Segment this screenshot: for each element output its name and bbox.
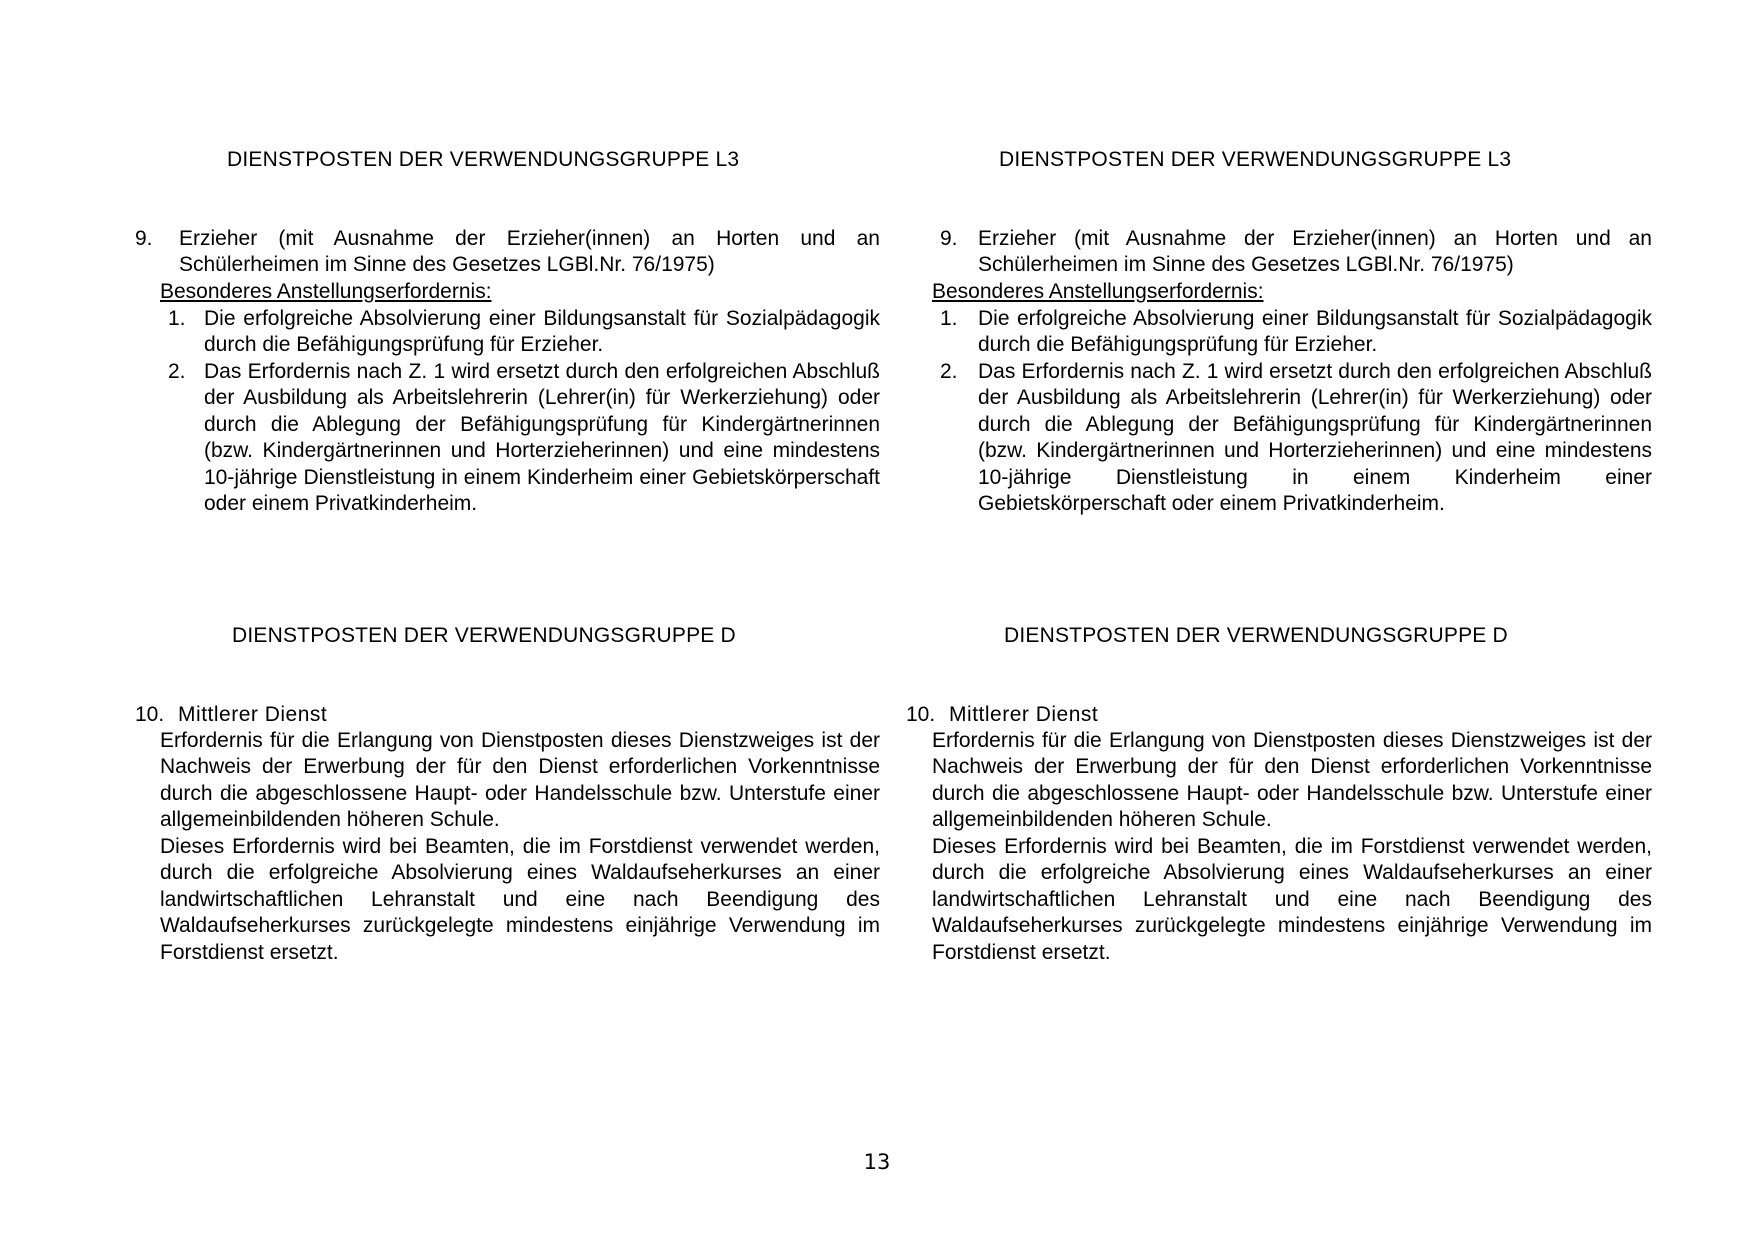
item-9 [940,226,1652,279]
item-9 [135,226,880,279]
item-title: Mittlerer Dienst [178,703,328,726]
item-10-paragraph-2: Dieses Erfordernis wird bei Beamten, die im Forstdienst verwendet werden, durch die erfolgreiche Absolvierung eines Waldaufseherkurses an einer landwirtschaftlichen Lehranstalt und eine nach Beendigung des Waldaufseherkurses zurückgelegte mindestens einjährige Verwendung im Forstdienst ersetzt. [932,835,1652,964]
sub-item-1 [168,306,880,359]
item-10-paragraph-1: Erfordernis für die Erlangung von Dienstposten dieses Dienstzweiges ist der Nachweis der Erwerbung der für den Dienst erforderlichen Vorkenntnisse durch die abgeschlossene Haupt- oder Handelsschule bzw. Unterstufe einer allgemeinbildenden höheren Schule. [932,729,1652,832]
sub-item-number: 2. [168,360,186,383]
sub-item-2 [940,359,1652,517]
item-number: 10. [906,703,936,726]
section-heading-d: DIENSTPOSTEN DER VERWENDUNGSGRUPPE D [232,624,736,647]
item-title: Mittlerer Dienst [949,703,1099,726]
sub-item-number: 2. [940,360,958,383]
section-heading-d: DIENSTPOSTEN DER VERWENDUNGSGRUPPE D [1004,624,1508,647]
sub-item-number: 1. [940,307,958,330]
item-title: Erzieher (mit Ausnahme der Erzieher(innen) an Horten und an Schülerheimen im Sinne des Gesetzes LGBl.Nr. 76/1975) [978,227,1652,277]
sub-item-2 [168,359,880,517]
requirement-label: Besonderes Anstellungserfordernis: [160,280,492,303]
sub-item-number: 1. [168,307,186,330]
item-number: 9. [135,227,153,250]
page-number: 13 [863,1150,891,1174]
item-10-paragraph-1: Erfordernis für die Erlangung von Dienstposten dieses Dienstzweiges ist der Nachweis der Erwerbung der für den Dienst erforderlichen Vorkenntnisse durch die abgeschlossene Haupt- oder Handelsschule bzw. Unterstufe einer allgemeinbildenden höheren Schule. [160,729,880,832]
section-heading-l3: DIENSTPOSTEN DER VERWENDUNGSGRUPPE L3 [227,148,740,171]
sub-item-text: Das Erfordernis nach Z. 1 wird ersetzt durch den erfolgreichen Abschluß der Ausbildung als Arbeitslehrerin (Lehrer(in) für Werkerziehung) oder durch die Ablegung der Befähigungsprüfung für Kindergärtnerinnen (bzw. Kindergärtnerinnen und Horterzieherinnen) und eine mindestens 10-jährige Dienstleistung in einem Kinderheim einer Gebietskörperschaft oder einem Privatkinderheim. [978,360,1652,516]
requirement-label: Besonderes Anstellungserfordernis: [932,280,1264,303]
item-10 [906,702,1652,728]
item-number: 9. [940,227,958,250]
sub-item-text: Die erfolgreiche Absolvierung einer Bildungsanstalt für Sozialpädagogik durch die Befähigungsprüfung für Erzieher. [978,307,1652,357]
sub-item-1 [940,306,1652,359]
item-10 [135,702,880,728]
section-heading-l3: DIENSTPOSTEN DER VERWENDUNGSGRUPPE L3 [999,148,1512,171]
sub-item-text: Die erfolgreiche Absolvierung einer Bildungsanstalt für Sozialpädagogik durch die Befähigungsprüfung für Erzieher. [204,307,880,357]
sub-item-text: Das Erfordernis nach Z. 1 wird ersetzt durch den erfolgreichen Abschluß der Ausbildung als Arbeitslehrerin (Lehrer(in) für Werkerziehung) oder durch die Ablegung der Befähigungsprüfung für Kindergärtnerinnen (bzw. Kindergärtnerinnen und Horterzieherinnen) und eine mindestens 10-jährige Dienstleistung in einem Kinderheim einer Gebietskörperschaft oder einem Privatkinderheim. [204,360,880,516]
item-number: 10. [135,703,165,726]
item-10-paragraph-2: Dieses Erfordernis wird bei Beamten, die im Forstdienst verwendet werden, durch die erfolgreiche Absolvierung eines Waldaufseherkurses an einer landwirtschaftlichen Lehranstalt und eine nach Beendigung des Waldaufseherkurses zurückgelegte mindestens einjährige Verwendung im Forstdienst ersetzt. [160,835,880,964]
item-title: Erzieher (mit Ausnahme der Erzieher(innen) an Horten und an Schülerheimen im Sinne des Gesetzes LGBl.Nr. 76/1975) [179,227,880,277]
